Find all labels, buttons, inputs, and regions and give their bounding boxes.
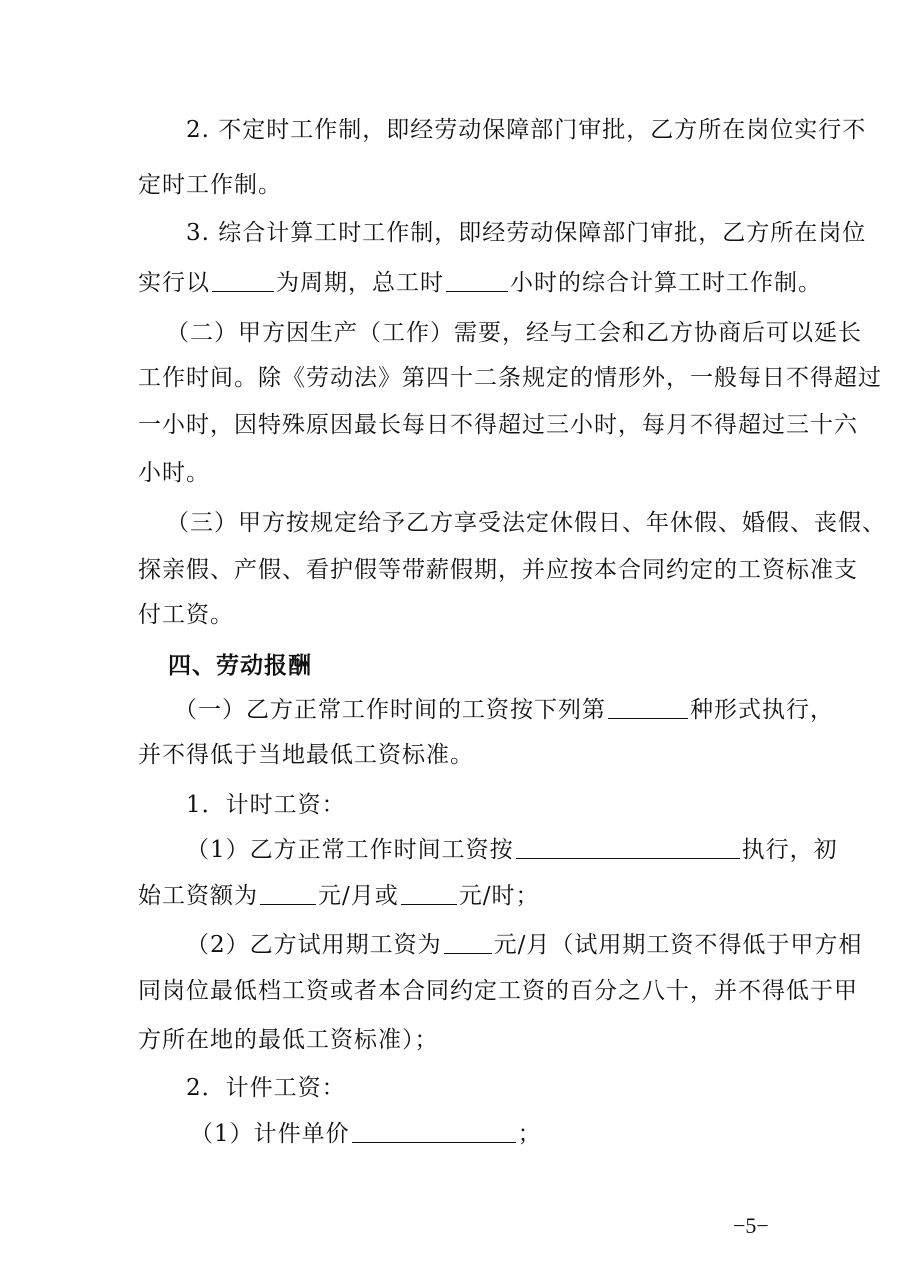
clause-probation-wage-line2: 同岗位最低档工资或者本合同约定工资的百分之八十，并不得低于甲 [138,978,858,1004]
clause-paid-leave-line1: （三）甲方按规定给予乙方享受法定休假日、年休假、婚假、丧假、 [166,510,886,536]
text-segment: （2）乙方试用期工资为 [186,932,442,958]
clause-paid-leave-line3: 付工资。 [138,602,234,628]
clause-comprehensive-hours-line1: 3. 综合计算工时工作制，即经劳动保障部门审批，乙方所在岗位 [186,220,867,246]
text-segment: 为周期，总工时 [276,270,444,296]
clause-wage-form-line1 [174,695,834,725]
text-segment: 执行，初 [741,837,838,863]
fill-blank-hourly-wage[interactable] [401,882,457,905]
item-piece-wage-title: 2．计件工资： [186,1075,346,1101]
fill-blank-monthly-wage[interactable] [260,882,316,905]
clause-irregular-hours-line2: 定时工作制。 [138,172,282,198]
clause-overtime-line4: 小时。 [138,460,210,486]
text-segment: 元/月或 [318,883,399,909]
fill-blank-total-hours[interactable] [446,269,508,292]
clause-probation-wage-line3: 方所在地的最低工资标准）； [138,1027,439,1053]
fill-blank-probation-wage[interactable] [444,931,492,954]
text-segment: 始工资额为 [138,883,258,909]
clause-comprehensive-hours-line2 [138,268,822,298]
section-heading-remuneration: 四、劳动报酬 [168,653,312,679]
clause-paid-leave-line2: 探亲假、产假、看护假等带薪假期，并应按本合同约定的工资标准支 [138,557,858,583]
fill-blank-wage-form[interactable] [608,696,688,719]
clause-overtime-line1: （二）甲方因生产（工作）需要，经与工会和乙方协商后可以延长 [166,320,862,346]
clause-normal-wage-line1 [186,835,838,865]
text-segment: 元/月（试用期工资不得低于甲方相 [493,932,863,958]
fill-blank-piece-rate[interactable] [352,1120,516,1143]
clause-piece-rate-line1 [190,1119,542,1149]
text-segment: （一）乙方正常工作时间的工资按下列第 [174,697,606,723]
fill-blank-period[interactable] [212,269,274,292]
text-segment: （1）乙方正常工作时间工资按 [186,837,514,863]
text-segment: 小时的综合计算工时工作制。 [510,270,822,296]
fill-blank-wage-basis[interactable] [516,836,740,859]
clause-wage-form-line2: 并不得低于当地最低工资标准。 [138,742,474,768]
text-segment: 实行以 [138,270,210,296]
clause-irregular-hours-line1: 2. 不定时工作制，即经劳动保障部门审批，乙方所在岗位实行不 [186,117,867,143]
clause-probation-wage-line1 [186,930,862,960]
clause-overtime-line3: 一小时，因特殊原因最长每日不得超过三小时，每月不得超过三十六 [138,412,858,438]
clause-normal-wage-line2 [138,881,540,911]
text-segment: 元/时； [458,883,540,909]
text-segment: ； [517,1121,542,1147]
page-number: −5− [733,1213,769,1238]
clause-overtime-line2: 工作时间。除《劳动法》第四十二条规定的情形外，一般每日不得超过 [138,365,882,391]
text-segment: 种形式执行， [690,697,834,723]
text-segment: （1）计件单价 [190,1121,350,1147]
item-time-wage-title: 1．计时工资： [186,792,346,818]
